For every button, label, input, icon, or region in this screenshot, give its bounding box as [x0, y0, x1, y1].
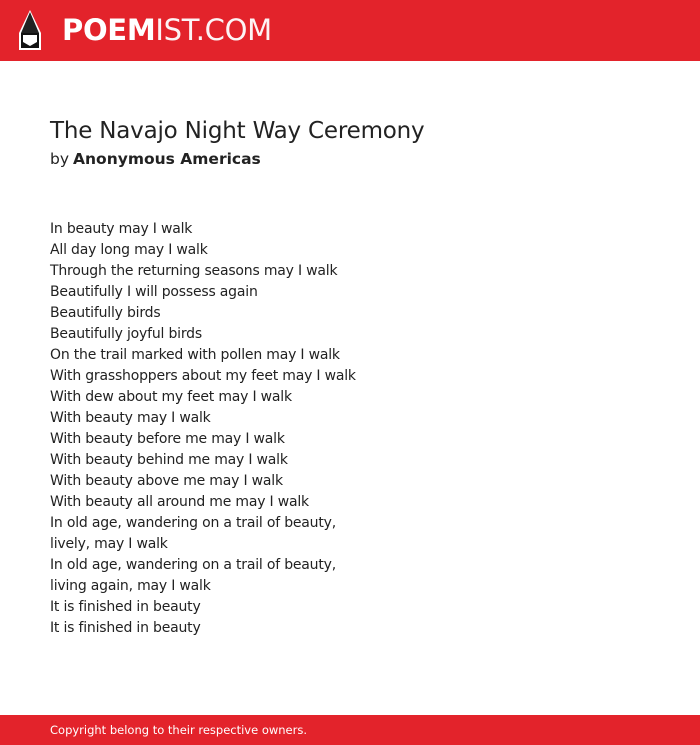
poem-body [50, 219, 356, 639]
poem-line: Through the returning seasons may I walk [50, 263, 338, 279]
poem-line: With beauty behind me may I walk [50, 452, 288, 468]
author-link[interactable]: Anonymous Americas [73, 150, 261, 168]
poem-line: With beauty all around me may I walk [50, 494, 309, 510]
by-label: by [50, 150, 70, 168]
poem-line: Beautifully birds [50, 305, 161, 321]
poem-line: In beauty may I walk [50, 221, 193, 237]
poem-line: On the trail marked with pollen may I walk [50, 347, 340, 363]
poem-line: With beauty may I walk [50, 410, 211, 426]
copyright-notice: Copyright belong to their respective owners. [50, 723, 308, 737]
pencil-icon [18, 9, 42, 51]
poem-line: lively, may I walk [50, 536, 168, 552]
site-footer [0, 715, 700, 745]
poem-line: It is finished in beauty [50, 599, 201, 615]
poem-line: With grasshoppers about my feet may I walk [50, 368, 356, 384]
poem-line: With dew about my feet may I walk [50, 389, 292, 405]
poem-line: In old age, wandering on a trail of beauty, [50, 515, 336, 531]
poem-line: living again, may I walk [50, 578, 211, 594]
poem-byline [50, 148, 261, 170]
poem-line: With beauty before me may I walk [50, 431, 285, 447]
poem-line: With beauty above me may I walk [50, 473, 283, 489]
poem-line: All day long may I walk [50, 242, 208, 258]
site-logo[interactable] [62, 13, 272, 47]
poem-line: It is finished in beauty [50, 620, 201, 636]
logo-light-text: IST.COM [155, 13, 272, 47]
poem-title: The Navajo Night Way Ceremony [50, 118, 425, 144]
site-header [0, 0, 700, 61]
poem-line: Beautifully joyful birds [50, 326, 202, 342]
poem-line: Beautifully I will possess again [50, 284, 258, 300]
poem-line: In old age, wandering on a trail of beauty, [50, 557, 336, 573]
logo-bold-text: POEM [62, 13, 156, 47]
